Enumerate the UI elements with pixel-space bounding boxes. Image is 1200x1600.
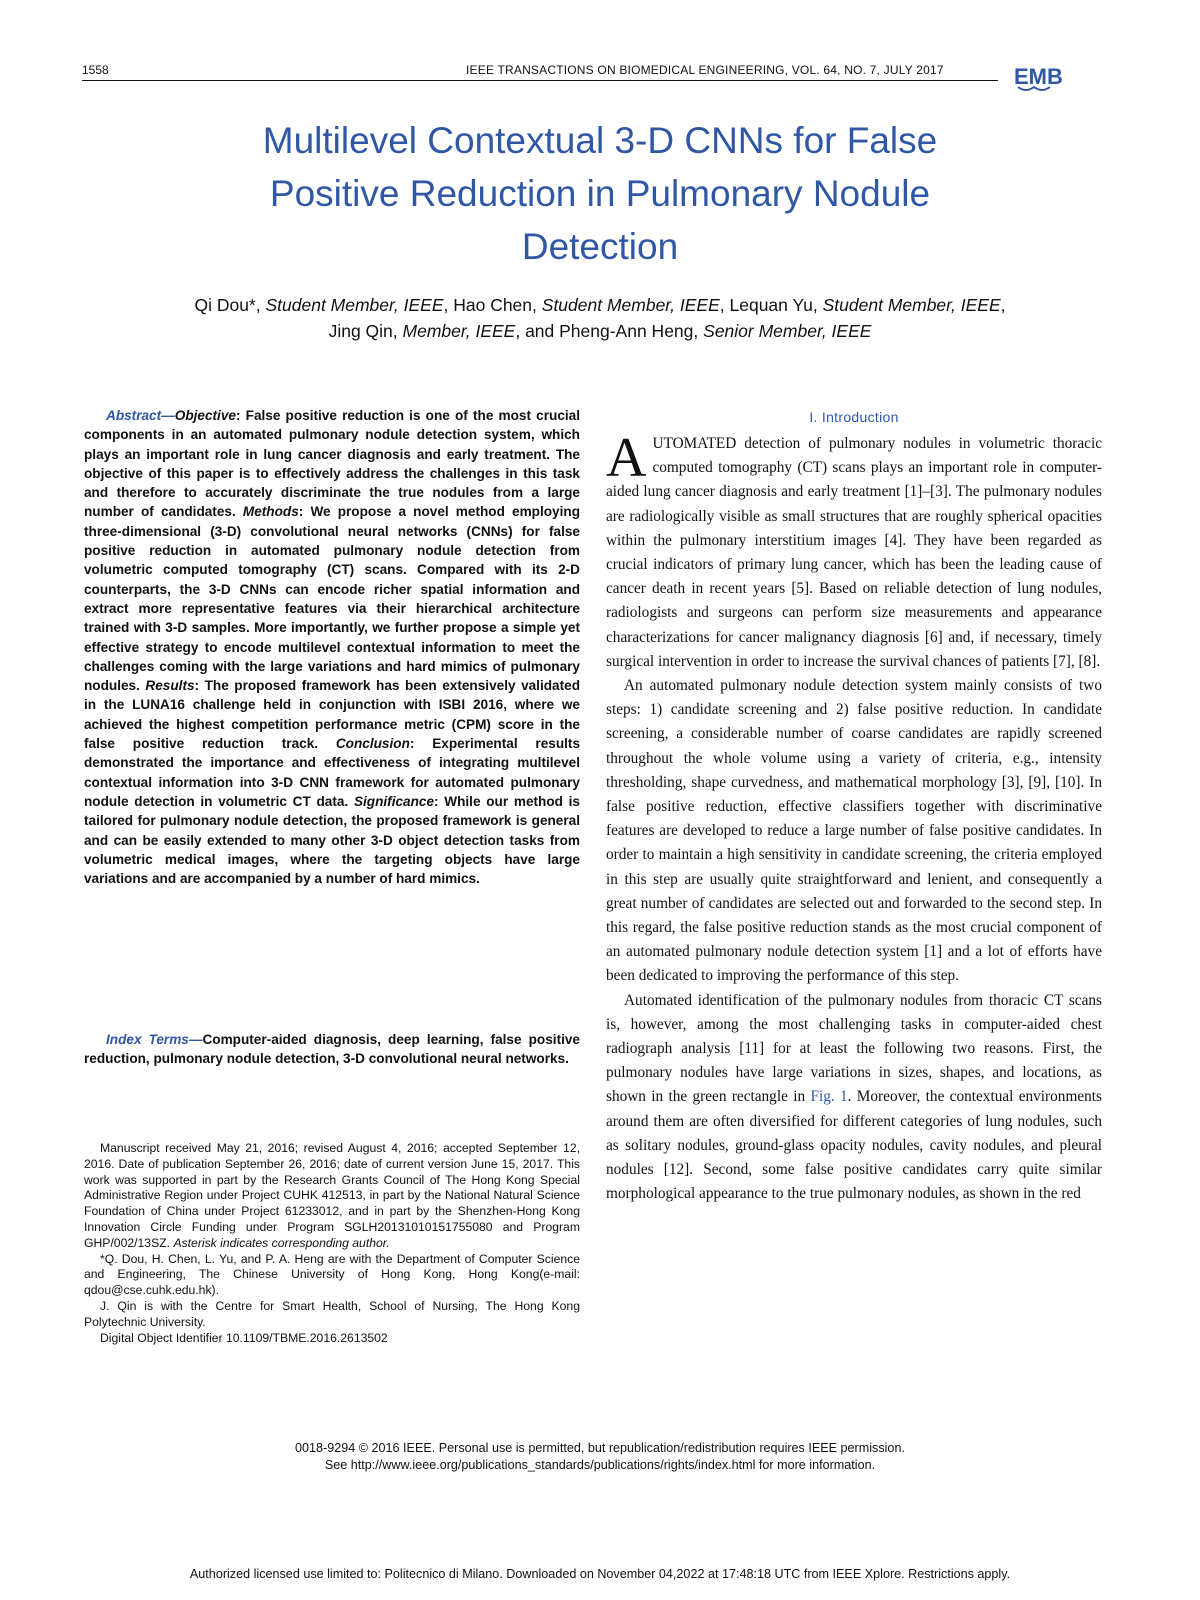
corresponding-note: Asterisk indicates corresponding author. <box>173 1235 390 1250</box>
abstract <box>84 406 580 888</box>
emb-logo <box>1012 60 1072 96</box>
significance-text: : While our method is tailored for pulmonary nodule detection, the proposed framework is general and can be easily extended to many other 3-D object detection tasks from volumetric medical images, where the targeting objects have large variations and are accompanied by a number of hard mimics. <box>84 793 580 887</box>
author-name: Jing Qin, <box>328 321 398 341</box>
drop-cap: A <box>606 427 647 489</box>
author-separator: , <box>1000 295 1006 315</box>
affiliation-note-2: J. Qin is with the Centre for Smart Health, School of Nursing, The Hong Kong Polytechnic University. <box>84 1298 580 1329</box>
abstract-label: Abstract— <box>106 408 175 423</box>
author-name: , Hao Chen, <box>443 295 537 315</box>
objective-text: : False positive reduction is one of the most crucial components in an automated pulmonary nodule detection system, which plays an important role in lung cancer diagnosis and early treatment. The objective of this paper is to effectively address the challenges in this task and therefore to accurately discriminate the true nodules from a large number of candidates. <box>84 408 580 520</box>
intro-p1-text: detection of pulmonary nodules in volumetric thoracic computed tomography (CT) scans plays an important role in computer-aided lung cancer diagnosis and early treatment [1]–[3]. The pulmonary nodules are radiologically visible as small structures that are roughly spherical opacities within the pulmonary interstitium images [4]. They have been regarded as crucial indicators of primary lung cancer, which has been the leading cause of cancer death in recent years [5]. Based on reliable detection of lung nodules, radiologists and surgeons can perform size measurements and appearance characterizations for cancer malignancy diagnosis [6] and, if necessary, timely surgical intervention in order to increase the survival chances of patients [7], [8]. <box>606 435 1102 670</box>
author-role: Senior Member, IEEE <box>703 321 872 341</box>
methods-text: : We propose a novel method employing three-dimensional (3-D) convolutional neural networks (CNNs) for false positive reduction in automated pulmonary nodule detection from volumetric computed tomography (CT) scans. Compared with its 2-D counterparts, the 3-D CNNs can encode richer spatial information and extract more representative features via their hierarchical architecture trained with 3-D samples. More importantly, we further propose a simple yet effective strategy to encode multilevel contextual information to meet the challenges coming with the large variations and hard mimics of pulmonary nodules. <box>84 504 580 694</box>
index-terms-text: Computer-aided diagnosis, deep learning, false positive reduction, pulmonary nodule detection, 3-D convolutional neural networks. <box>84 1032 580 1067</box>
journal-header: IEEE TRANSACTIONS ON BIOMEDICAL ENGINEERING, VOL. 64, NO. 7, JULY 2017 <box>466 63 944 77</box>
author-name: Qi Dou*, <box>194 295 261 315</box>
affiliation-note-1: *Q. Dou, H. Chen, L. Yu, and P. A. Heng are with the Department of Computer Science and Engineering, The Chinese University of Hong Kong, Hong Kong(e-mail: qdou@cse.cuhk.edu.hk). <box>84 1251 580 1298</box>
conclusion-text: : Experimental results demonstrated the importance and effectiveness of integrating multilevel contextual information into 3-D CNN framework for automated pulmonary nodule detection in volumetric CT data. <box>84 736 580 809</box>
intro-lead-word: UTOMATED <box>652 435 737 452</box>
author-role: Member, IEEE <box>402 321 516 341</box>
footnote <box>84 1141 580 1346</box>
author-name: , Lequan Yu, <box>719 295 818 315</box>
title-line-3: Detection <box>521 226 679 267</box>
page-number: 1558 <box>82 63 109 77</box>
results-text: : The proposed framework has been extensively validated in the LUNA16 challenge held in conjunction with ISBI 2016, where we achieved the highest competition performance metric (CPM) score in the false positive reduction track. <box>84 678 580 752</box>
author-line-1 <box>60 292 1140 318</box>
title-line-1: Multilevel Contextual 3-D CNNs for False <box>262 120 938 161</box>
intro-paragraph-1 <box>606 427 1102 674</box>
results-label: Results <box>145 678 195 694</box>
copyright-line-1: 0018-9294 © 2016 IEEE. Personal use is permitted, but republication/redistribution requires IEEE permission. <box>295 1441 905 1455</box>
intro-paragraph-3 <box>606 989 1102 1207</box>
author-role: Student Member, IEEE <box>822 295 1001 315</box>
header-rule <box>82 80 998 81</box>
author-list <box>60 292 1140 344</box>
doi-note: Digital Object Identifier 10.1109/TBME.2016.2613502 <box>100 1330 388 1345</box>
significance-label: Significance <box>353 793 435 809</box>
author-name: , and Pheng-Ann Heng, <box>515 321 699 341</box>
objective-label: Objective <box>174 408 236 423</box>
figure-link[interactable]: Fig. 1 <box>810 1088 848 1106</box>
author-role: Student Member, IEEE <box>541 295 720 315</box>
copyright-line-2: See http://www.ieee.org/publications_standards/publications/rights/index.html for more information. <box>324 1458 876 1472</box>
copyright-notice <box>0 1440 1200 1474</box>
paper-title <box>100 114 1100 273</box>
section-heading: I. Introduction <box>809 409 899 425</box>
intro-paragraph-2: An automated pulmonary nodule detection system mainly consists of two steps: 1) candidate screening and 2) false positive reduction. In candidate screening, a considerable number of coarse candidates are rapidly screened throughout the whole volume using a variety of criteria, e.g., intensity thresholding, shape curvedness, and mathematical morphology [3], [9], [10]. In false positive reduction, effective classifiers together with discriminative features are developed to reduce a large number of false positive candidates. In order to maintain a high sensitivity in candidate screening, the criteria employed in this step are usually quite straightforward and lenient, and consequently a great number of candidates are selected out and forwarded to the second step. In this regard, the false positive reduction stands as the most crucial component of an automated pulmonary nodule detection system [1] and a lot of efforts have been dedicated to improving the performance of this step. <box>606 677 1102 985</box>
intro-p3-text: Automated identification of the pulmonary nodules from thoracic CT scans is, however, among the most challenging tasks in computer-aided chest radiograph analysis [11] for at least the following two reasons. First, the pulmonary nodules have large variations in sizes, shapes, and locations, as shown in the green rectangle in <box>606 991 1102 1106</box>
emb-logo-text: EMB <box>1014 64 1063 89</box>
license-notice: Authorized licensed use limited to: Politecnico di Milano. Downloaded on November 04,2022 at 17:48:18 UTC from IEEE Xplore. Restrictions apply. <box>189 1567 1011 1581</box>
index-terms-label: Index Terms— <box>106 1032 203 1047</box>
index-terms <box>84 1030 580 1069</box>
methods-label: Methods <box>242 504 299 520</box>
title-line-2: Positive Reduction in Pulmonary Nodule <box>269 173 931 214</box>
introduction-section <box>606 406 1102 1207</box>
author-role: Student Member, IEEE <box>265 295 444 315</box>
manuscript-note: Manuscript received May 21, 2016; revised August 4, 2016; accepted September 12, 2016. Date of publication September 26, 2016; date of current version June 15, 2017. This work was supported in part by the Research Grants Council of The Hong Kong Special Administrative Region under Project CUHK 412513, in part by the National Natural Science Foundation of China under Project 61233012, and in part by the Shenzhen-Hong Kong Innovation Circle Funding under Program SGLH20131010151755080 and Program GHP/002/13SZ. <box>84 1141 580 1250</box>
author-line-2 <box>60 318 1140 344</box>
intro-p3-rest: . Moreover, the contextual environments around them are often diversified for different categories of lung nodules, such as solitary nodules, ground-glass opacity nodules, cavity nodules, and pleural nodules [12]. Second, some false positive candidates carry quite similar morphological appearance to the true pulmonary nodules, as shown in the red <box>606 1088 1102 1203</box>
conclusion-label: Conclusion <box>335 736 410 752</box>
